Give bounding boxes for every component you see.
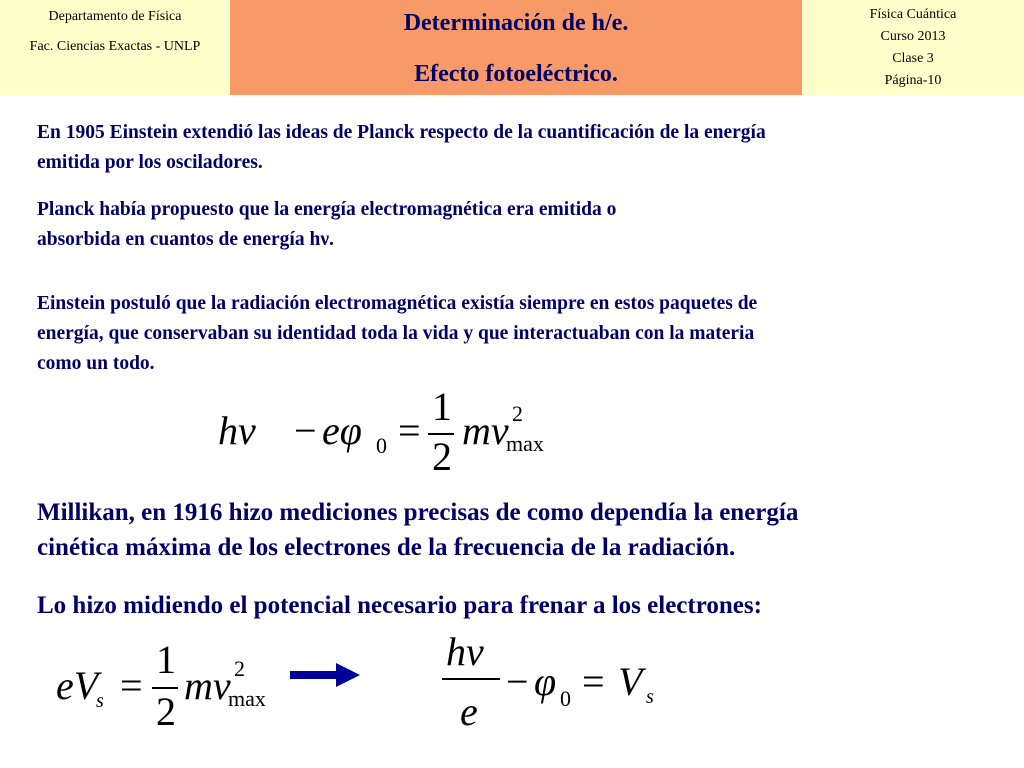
course-name: Física Cuántica <box>869 7 957 22</box>
course-year: Curso 2013 <box>880 29 946 44</box>
eq-superscript-2: 2 <box>234 656 245 681</box>
eq-e-phi: eφ <box>322 408 362 453</box>
text-line: como un todo. <box>37 353 155 374</box>
eq-V: V <box>618 659 643 704</box>
text-line: Planck había propuesto que la energía electromagnética era emitida o <box>37 199 617 220</box>
department-label: Departamento de Física <box>48 9 182 24</box>
eq-subscript-max: max <box>228 686 266 711</box>
eq-equals: = <box>398 408 421 453</box>
paragraph-einstein-1905 <box>37 118 766 178</box>
eq-numerator-1: 1 <box>156 637 176 682</box>
equation-photoelectric <box>210 385 550 485</box>
header-right-panel <box>802 0 1024 95</box>
eq-denominator-2: 2 <box>156 689 176 734</box>
paragraph-einstein-postulate <box>37 289 757 379</box>
eq-e: e <box>460 689 478 734</box>
page-number: Página-10 <box>884 73 942 88</box>
right-arrow-icon <box>290 662 362 688</box>
slide-title: Determinación de h/e. <box>403 10 629 36</box>
eq-h: hν <box>218 408 256 453</box>
eq-subscript-0: 0 <box>376 433 387 458</box>
slide-subtitle: Efecto fotoeléctrico. <box>414 61 618 87</box>
eq-eV: eV <box>56 663 99 708</box>
header-left-panel <box>0 0 230 95</box>
eq-denominator-2: 2 <box>432 434 452 479</box>
class-number: Clase 3 <box>892 51 934 66</box>
eq-mv: mv <box>184 663 231 708</box>
paragraph-stopping-potential <box>37 588 762 623</box>
text-line: cinética máxima de los electrones de la frecuencia de la radiación. <box>37 534 736 561</box>
faculty-label: Fac. Ciencias Exactas - UNLP <box>29 39 201 54</box>
text-line: En 1905 Einstein extendió las ideas de Planck respecto de la cuantificación de la energía <box>37 122 766 143</box>
text-line: Einstein postuló que la radiación electromagnética existía siempre en estos paquetes de <box>37 293 758 314</box>
eq-minus: − <box>506 659 529 704</box>
eq-phi: φ <box>534 659 557 704</box>
header-title-panel <box>230 0 802 95</box>
eq-subscript-0: 0 <box>560 686 571 711</box>
text-line: absorbida en cuantos de energía hν. <box>37 229 334 250</box>
eq-subscript-s: s <box>96 690 104 712</box>
eq-mv: mv <box>462 408 509 453</box>
paragraph-planck <box>37 195 616 255</box>
equation-stopping-energy <box>50 638 290 738</box>
eq-subscript-s: s <box>646 686 654 708</box>
course-info <box>802 4 1024 92</box>
eq-h-nu: hν <box>446 629 484 674</box>
text-line: Millikan, en 1916 hizo mediciones precisas de como dependía la energía <box>37 499 799 526</box>
eq-numerator-1: 1 <box>432 384 452 429</box>
eq-equals: = <box>582 659 605 704</box>
text-line: emitida por los osciladores. <box>37 152 263 173</box>
eq-subscript-max: max <box>506 431 544 456</box>
text-line: Lo hizo midiendo el potencial necesario para frenar a los electrones: <box>37 592 762 619</box>
eq-minus: − <box>294 408 317 453</box>
eq-superscript-2: 2 <box>512 401 523 426</box>
fraction-line <box>442 678 500 680</box>
text-line: energía, que conservaban su identidad toda la vida y que interactuaban con la materia <box>37 323 755 344</box>
eq-equals: = <box>120 663 143 708</box>
equation-stopping-potential <box>430 628 670 748</box>
paragraph-millikan <box>37 495 798 565</box>
